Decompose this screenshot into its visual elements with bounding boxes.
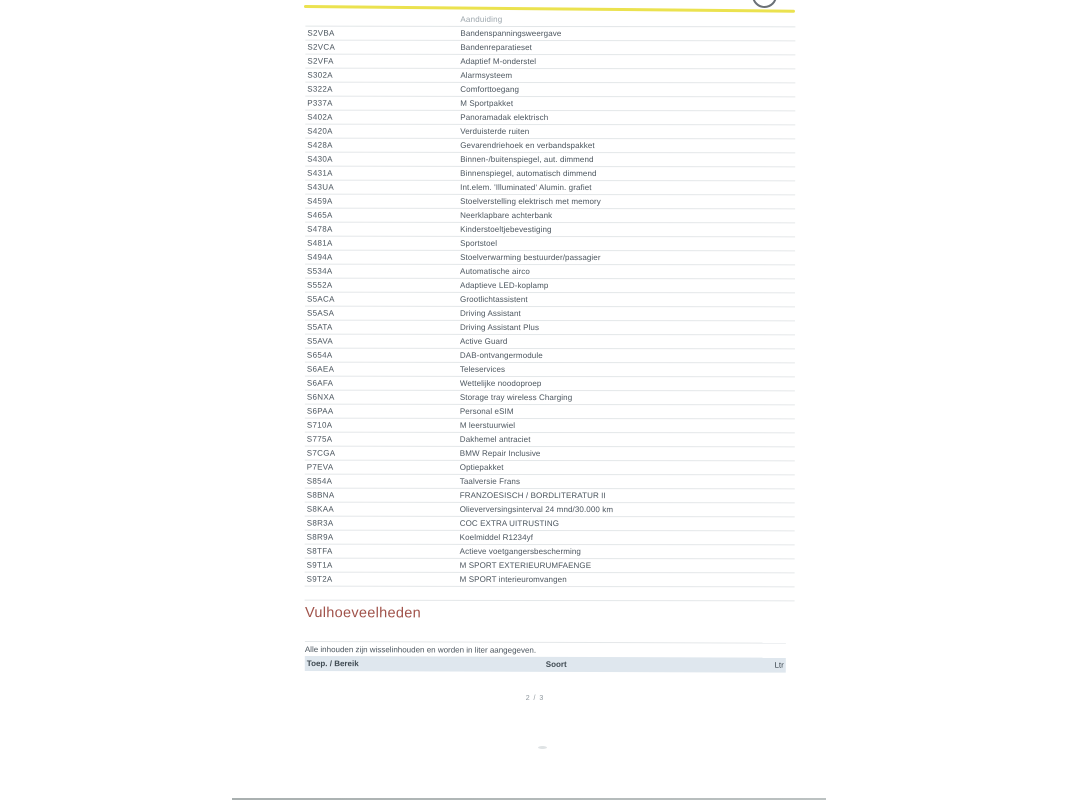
table-row bbox=[305, 209, 795, 224]
option-code: S6AEA bbox=[306, 364, 335, 374]
option-description: Wettelijke noodoproep bbox=[459, 378, 542, 388]
option-code: S478A bbox=[307, 224, 333, 234]
table-row bbox=[305, 531, 795, 546]
option-description: Dakhemel antraciet bbox=[459, 434, 531, 444]
option-description: Neerklapbare achterbank bbox=[460, 210, 553, 221]
option-code: S854A bbox=[306, 476, 333, 486]
option-description: Gevarendriehoek en verbandspakket bbox=[460, 140, 595, 151]
scan-smudge-mark bbox=[538, 746, 547, 749]
circle-annotation-mark bbox=[752, 0, 777, 8]
option-code: S430A bbox=[307, 154, 333, 164]
table-row bbox=[305, 489, 795, 504]
option-code: S6NXA bbox=[306, 392, 335, 402]
option-code: S9T1A bbox=[306, 560, 333, 570]
option-description: Int.elem. 'Illuminated' Alumin. grafiet bbox=[460, 182, 592, 193]
option-description: Comforttoegang bbox=[460, 84, 520, 94]
table-row bbox=[305, 97, 795, 112]
page-indicator: 2 / 3 bbox=[525, 695, 545, 702]
option-description: COC EXTRA UITRUSTING bbox=[459, 518, 560, 529]
table-row bbox=[305, 251, 795, 266]
option-code: S428A bbox=[307, 140, 333, 150]
table-row bbox=[305, 573, 795, 588]
option-description: BMW Repair Inclusive bbox=[459, 448, 541, 458]
table-row bbox=[305, 447, 795, 462]
option-code: S9T2A bbox=[306, 574, 333, 584]
options-table-body bbox=[305, 27, 796, 588]
option-description: Sportstoel bbox=[460, 238, 498, 248]
option-code: S5ACA bbox=[307, 294, 335, 304]
table-row bbox=[305, 69, 795, 84]
option-code: S322A bbox=[307, 84, 333, 94]
option-description: Adaptief M-onderstel bbox=[460, 56, 537, 66]
option-description: Taalversie Frans bbox=[459, 476, 521, 486]
table-row bbox=[305, 475, 795, 490]
table-row bbox=[305, 419, 795, 434]
option-description: Verduisterde ruiten bbox=[460, 126, 530, 136]
option-code: S2VCA bbox=[307, 42, 336, 52]
option-code: S654A bbox=[306, 350, 333, 360]
option-description: Panoramadak elektrisch bbox=[460, 112, 549, 122]
option-code: S552A bbox=[307, 280, 333, 290]
option-description: Olieverversingsinterval 24 mnd/30.000 km bbox=[459, 504, 614, 515]
table-row bbox=[305, 55, 795, 70]
table-row bbox=[305, 181, 795, 196]
section-divider bbox=[305, 641, 786, 644]
fill-column-toep-bereik: Toep. / Bereik bbox=[306, 659, 359, 669]
option-description: Binnenspiegel, automatisch dimmend bbox=[460, 168, 597, 179]
table-row bbox=[305, 349, 795, 364]
option-description: Kinderstoeltjebevestiging bbox=[460, 224, 552, 235]
table-row bbox=[305, 503, 795, 518]
yellow-highlight-line bbox=[304, 5, 795, 13]
option-description: Binnen-/buitenspiegel, aut. dimmend bbox=[460, 154, 594, 165]
table-row bbox=[305, 433, 795, 448]
option-code: S465A bbox=[307, 210, 333, 220]
option-description: M Sportpakket bbox=[460, 98, 514, 108]
table-row bbox=[305, 111, 795, 126]
options-table-header-row bbox=[305, 13, 795, 28]
table-row bbox=[305, 125, 795, 140]
option-description: Stoelverwarming bestuurder/passagier bbox=[460, 252, 601, 263]
fill-quantities-note: Alle inhouden zijn wisselinhouden en worden in liter aangegeven. bbox=[304, 644, 537, 655]
option-description: Optiepakket bbox=[459, 462, 504, 472]
option-description: M SPORT interieuromvangen bbox=[459, 574, 567, 585]
table-row bbox=[305, 461, 795, 476]
table-row bbox=[305, 41, 795, 56]
table-row bbox=[305, 237, 795, 252]
option-code: S5AVA bbox=[306, 336, 334, 346]
option-code: S481A bbox=[307, 238, 333, 248]
option-code: S8R3A bbox=[306, 518, 334, 528]
table-row bbox=[305, 139, 795, 154]
option-description: Adaptieve LED-koplamp bbox=[460, 280, 549, 290]
option-description: Personal eSIM bbox=[459, 406, 514, 416]
option-description: Bandenreparatieset bbox=[460, 42, 533, 52]
options-table-end-line bbox=[305, 587, 795, 602]
option-description: M SPORT EXTERIEURUMFAENGE bbox=[459, 560, 592, 571]
option-description: DAB-ontvangermodule bbox=[459, 350, 543, 360]
option-code: S5ATA bbox=[306, 322, 333, 332]
option-code: S5ASA bbox=[306, 308, 335, 318]
fill-column-soort: Soort bbox=[545, 659, 567, 669]
option-description: Stoelverstelling elektrisch met memory bbox=[460, 196, 601, 207]
option-code: S710A bbox=[306, 420, 333, 430]
table-row bbox=[305, 335, 795, 350]
section-title: Vulhoeveelheden bbox=[304, 605, 422, 622]
option-description: Bandenspanningsweergave bbox=[460, 28, 562, 39]
option-code: S2VBA bbox=[307, 28, 335, 38]
option-description: Grootlichtassistent bbox=[460, 294, 528, 304]
table-row bbox=[305, 307, 795, 322]
option-code: S494A bbox=[307, 252, 333, 262]
option-code: S534A bbox=[307, 266, 333, 276]
option-code: S775A bbox=[306, 434, 333, 444]
table-row bbox=[305, 293, 795, 308]
table-row bbox=[305, 279, 795, 294]
fill-column-ltr: Ltr bbox=[774, 660, 784, 670]
table-row bbox=[305, 167, 795, 182]
table-row bbox=[305, 559, 795, 574]
option-description: Automatische airco bbox=[460, 266, 530, 276]
fill-quantities-section bbox=[304, 605, 786, 670]
option-description: FRANZOESISCH / BORDLITERATUR II bbox=[459, 490, 606, 501]
table-row bbox=[305, 153, 795, 168]
option-code: S6AFA bbox=[306, 378, 334, 388]
option-description: M leerstuurwiel bbox=[459, 420, 516, 430]
option-code: P7EVA bbox=[306, 462, 334, 472]
table-row bbox=[305, 517, 795, 532]
option-code: S8TFA bbox=[306, 546, 333, 556]
table-row bbox=[305, 265, 795, 280]
option-code: S420A bbox=[307, 126, 333, 136]
option-code: S459A bbox=[307, 196, 333, 206]
options-table bbox=[305, 13, 796, 602]
table-row bbox=[305, 545, 795, 560]
option-description: Active Guard bbox=[459, 336, 508, 346]
table-row bbox=[305, 195, 795, 210]
fill-table-header bbox=[305, 656, 786, 673]
table-row bbox=[305, 405, 795, 420]
table-row bbox=[305, 391, 795, 406]
options-column-header: Aanduiding bbox=[460, 14, 503, 24]
option-code: S302A bbox=[307, 70, 333, 80]
option-code: S2VFA bbox=[307, 56, 334, 66]
option-description: Teleservices bbox=[459, 364, 506, 374]
option-code: S402A bbox=[307, 112, 333, 122]
option-description: Koelmiddel R1234yf bbox=[459, 532, 534, 542]
option-code: P337A bbox=[307, 98, 333, 108]
option-description: Driving Assistant Plus bbox=[459, 322, 540, 332]
table-row bbox=[305, 27, 795, 42]
table-row bbox=[305, 223, 795, 238]
option-description: Driving Assistant bbox=[459, 308, 521, 318]
option-code: S431A bbox=[307, 168, 333, 178]
option-code: S8BNA bbox=[306, 490, 335, 500]
option-code: S43UA bbox=[307, 182, 335, 192]
option-code: S7CGA bbox=[306, 448, 336, 458]
table-row bbox=[305, 83, 795, 98]
option-code: S8KAA bbox=[306, 504, 335, 514]
option-description: Storage tray wireless Charging bbox=[459, 392, 573, 403]
option-code: S6PAA bbox=[306, 406, 334, 416]
option-description: Alarmsysteem bbox=[460, 70, 513, 80]
table-row bbox=[305, 321, 795, 336]
table-row bbox=[305, 377, 795, 392]
page-edge-shadow bbox=[232, 798, 826, 800]
option-code: S8R9A bbox=[306, 532, 334, 542]
option-description: Actieve voetgangersbescherming bbox=[459, 546, 581, 557]
table-row bbox=[305, 363, 795, 378]
